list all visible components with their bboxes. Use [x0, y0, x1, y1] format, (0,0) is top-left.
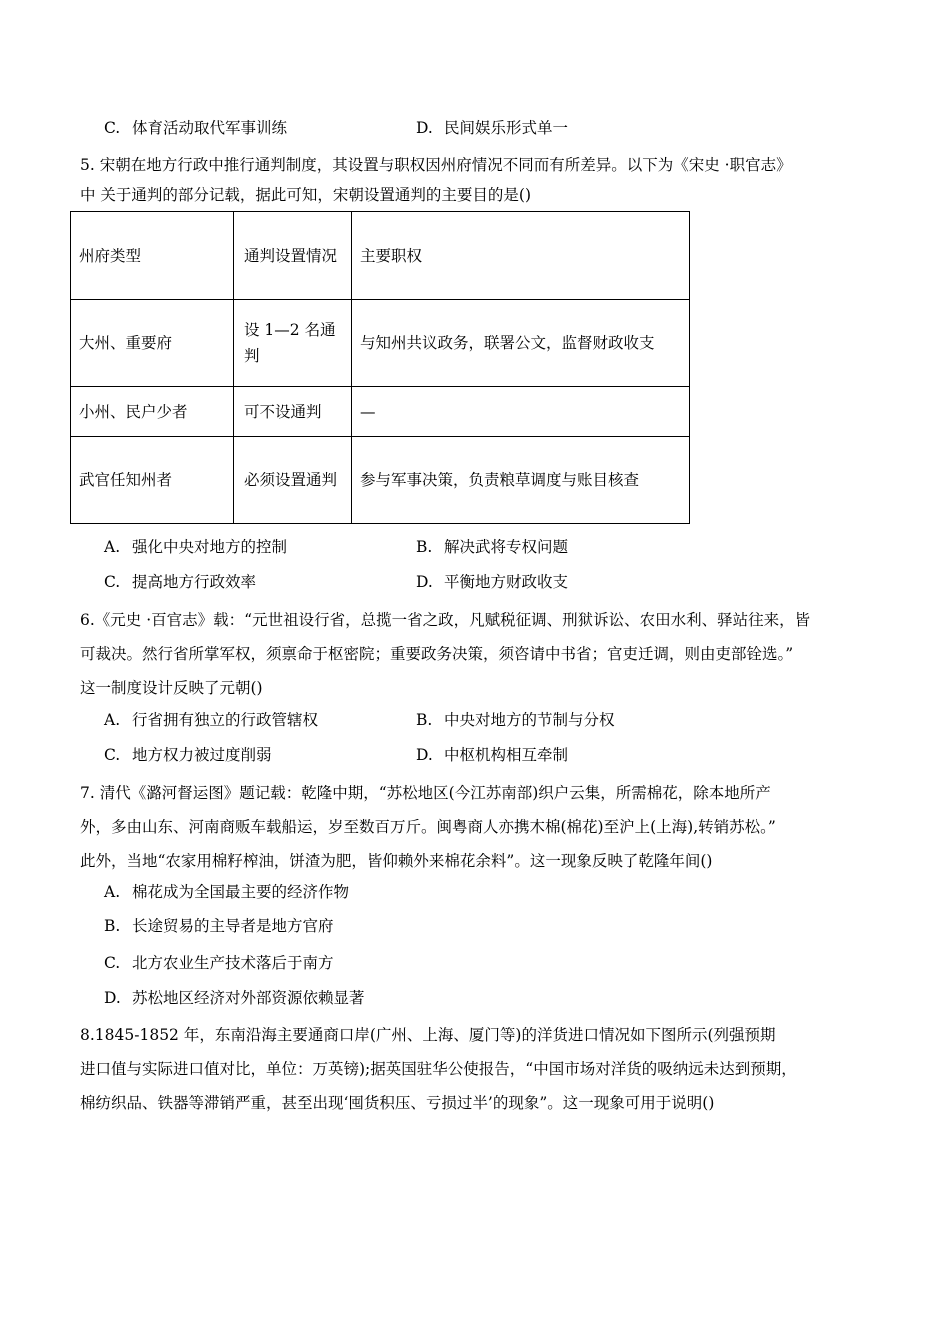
option-text: 中央对地方的节制与分权 — [444, 711, 615, 729]
q5-option-a[interactable] — [104, 535, 287, 557]
q4-option-c[interactable] — [104, 116, 287, 138]
q6-option-c[interactable] — [104, 743, 272, 765]
option-letter: C. — [104, 746, 121, 764]
option-text: 民间娱乐形式单一 — [444, 119, 569, 137]
option-text: 体育活动取代军事训练 — [132, 119, 288, 137]
option-letter: D. — [416, 573, 433, 591]
q6-option-a[interactable] — [104, 708, 318, 730]
q6-line: 这一制度设计反映了元朝() — [80, 679, 263, 697]
table-header-cell: 州府类型 — [71, 212, 234, 300]
option-letter: C. — [104, 573, 121, 591]
q7-option-d[interactable] — [104, 986, 365, 1008]
option-letter: D. — [416, 746, 433, 764]
q6-line: 6.《元史 ·百官志》载：“元世祖设行省，总揽一省之政，凡赋税征调、刑狱诉讼、农田水利、驿站往来，皆 — [80, 611, 811, 629]
table-header-cell: 主要职权 — [352, 212, 690, 300]
q5-stem-2 — [80, 178, 890, 212]
option-text: 棉花成为全国最主要的经济作物 — [132, 883, 350, 901]
table-cell: 参与军事决策，负责粮草调度与账目核查 — [352, 437, 690, 524]
table-cell: 与知州共议政务，联署公文，监督财政收支 — [352, 300, 690, 387]
table-header-row — [71, 212, 690, 300]
tongpan-table — [70, 211, 690, 524]
q6-line: 可裁决。然行省所掌军权，须禀命于枢密院；重要政务决策，须咨请中书省；官吏迁调，则由吏部铨选。” — [80, 645, 794, 663]
option-text: 北方农业生产技术落后于南方 — [132, 954, 334, 972]
option-text: 强化中央对地方的控制 — [132, 538, 288, 556]
q5-line: 中 关于通判的部分记载，据此可知，宋朝设置通判的主要目的是() — [80, 186, 532, 204]
q7-line: 7. 清代《潞河督运图》题记载：乾隆中期，“苏松地区(今江苏南部)织户云集，所需棉花，除本地所产 — [80, 784, 771, 802]
option-text: 解决武将专权问题 — [444, 538, 569, 556]
option-text: 行省拥有独立的行政管辖权 — [132, 711, 319, 729]
option-text: 苏松地区经济对外部资源依赖显著 — [132, 989, 365, 1007]
table-row — [71, 437, 690, 524]
q4-option-d[interactable] — [416, 116, 568, 138]
q7-line: 此外，当地“农家用棉籽榨油，饼渣为肥，皆仰赖外来棉花余料”。这一现象反映了乾隆年间() — [80, 852, 713, 870]
q8-stem — [80, 1018, 890, 1120]
table-cell: 可不设通判 — [234, 387, 352, 437]
option-letter: B. — [416, 711, 433, 729]
q7-stem — [80, 776, 890, 878]
table-cell: 大州、重要府 — [71, 300, 234, 387]
option-text: 提高地方行政效率 — [132, 573, 257, 591]
q7-option-a[interactable] — [104, 880, 349, 902]
table-row — [71, 300, 690, 387]
q5-option-d[interactable] — [416, 570, 568, 592]
q5-line: 5. 宋朝在地方行政中推行通判制度，其设置与职权因州府情况不同而有所差异。以下为《宋史 ·职官志》 — [80, 156, 792, 174]
table-cell: 小州、民户少者 — [71, 387, 234, 437]
q7-option-b[interactable] — [104, 914, 334, 936]
option-letter: A. — [104, 883, 121, 901]
option-text: 长途贸易的主导者是地方官府 — [132, 917, 334, 935]
table-cell: 武官任知州者 — [71, 437, 234, 524]
table-cell: — — [352, 387, 690, 437]
option-letter: C. — [104, 954, 121, 972]
q7-option-c[interactable] — [104, 951, 334, 973]
q5-option-b[interactable] — [416, 535, 568, 557]
q8-line: 进口值与实际进口值对比，单位：万英镑);据英国驻华公使报告，“中国市场对洋货的吸纳远未达到预期， — [80, 1060, 797, 1078]
table-cell: 必须设置通判 — [234, 437, 352, 524]
option-letter: B. — [416, 538, 433, 556]
option-letter: A. — [104, 711, 121, 729]
option-letter: D. — [416, 119, 433, 137]
table-row — [71, 387, 690, 437]
table-header-cell: 通判设置情况 — [234, 212, 352, 300]
q6-option-b[interactable] — [416, 708, 615, 730]
q6-option-d[interactable] — [416, 743, 568, 765]
option-text: 地方权力被过度削弱 — [132, 746, 272, 764]
q5-stem — [80, 148, 890, 182]
q8-line: 棉纺织品、铁器等滞销严重，甚至出现‘囤货积压、亏损过半’的现象”。这一现象可用于说明() — [80, 1094, 715, 1112]
option-letter: D. — [104, 989, 121, 1007]
option-letter: C. — [104, 119, 121, 137]
q7-line: 外，多由山东、河南商贩车载船运，岁至数百万斤。闽粤商人亦携木棉(棉花)至沪上(上海),转销苏松。” — [80, 818, 776, 836]
option-letter: B. — [104, 917, 121, 935]
table-cell: 设 1—2 名通 判 — [234, 300, 352, 387]
q5-option-c[interactable] — [104, 570, 256, 592]
q8-line: 8.1845-1852 年，东南沿海主要通商口岸(广州、上海、厦门等)的洋货进口情况如下图所示(列强预期 — [80, 1026, 776, 1044]
option-text: 中枢机构相互牵制 — [444, 746, 569, 764]
option-letter: A. — [104, 538, 121, 556]
q6-stem — [80, 603, 890, 705]
option-text: 平衡地方财政收支 — [444, 573, 569, 591]
